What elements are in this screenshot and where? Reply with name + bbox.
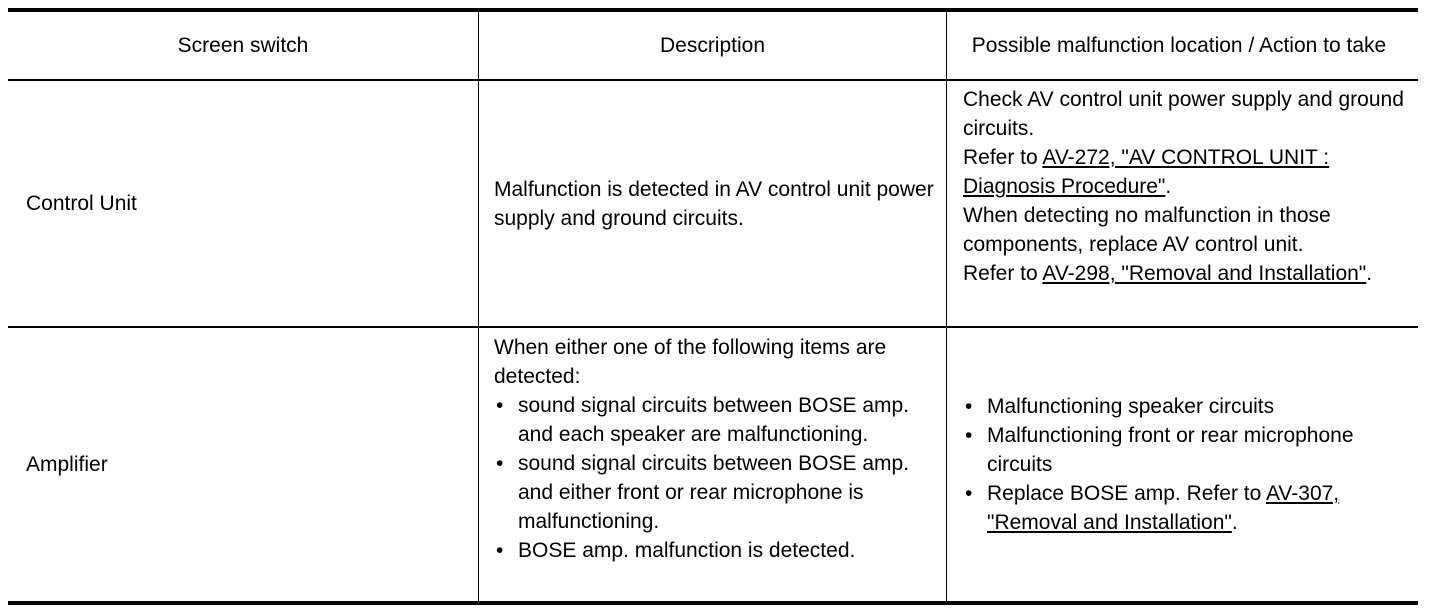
link-av-307[interactable]: AV-307, "Removal and Installation"	[987, 482, 1340, 534]
link-av-272[interactable]: AV-272, "AV CONTROL UNIT : Diagnosis Procedure"	[963, 146, 1330, 198]
description-list	[494, 391, 939, 565]
header-screen-switch-text: Screen switch	[177, 34, 309, 57]
table-row-amplifier-action	[963, 328, 1415, 601]
list-item: • sound signal circuits between BOSE amp. and each speaker are malfunctioning.	[494, 391, 939, 449]
refer-prefix-1: Refer to	[963, 146, 1038, 169]
replace-prefix: Replace BOSE amp. Refer to	[987, 482, 1262, 505]
list-item: • Replace BOSE amp. Refer to AV-307, "Removal and Installation".	[963, 479, 1415, 537]
list-item: • sound signal circuits between BOSE amp. and either front or rear microphone is malfunctioning.	[494, 449, 939, 536]
header-screen-switch	[8, 12, 478, 79]
column-divider-2	[946, 12, 947, 601]
action-refer-2: Refer to AV-298, "Removal and Installation".	[963, 262, 1373, 285]
header-action-text: Possible malfunction location / Action to take	[971, 34, 1387, 57]
table-row-control-unit-action	[963, 85, 1415, 325]
header-description-text: Description	[659, 34, 766, 57]
column-divider-1	[478, 12, 479, 601]
header-action	[963, 12, 1395, 79]
screen-switch-control-unit: Control Unit	[26, 192, 137, 215]
action-list	[963, 392, 1415, 537]
list-item: • Malfunctioning front or rear microphone circuits	[963, 421, 1415, 479]
header-description	[479, 12, 946, 79]
list-item: • Malfunctioning speaker circuits	[963, 392, 1415, 421]
table-row-amplifier-description	[494, 333, 939, 599]
refer-prefix-2: Refer to	[963, 262, 1038, 285]
action-refer-1: Refer to AV-272, "AV CONTROL UNIT : Diagnosis Procedure".	[963, 146, 1330, 198]
table-bottom-rule	[8, 601, 1418, 605]
description-intro: When either one of the following items are detected:	[494, 336, 887, 388]
table-row-control-unit-switch	[26, 81, 466, 326]
description-control-unit: Malfunction is detected in AV control unit power supply and ground circuits.	[494, 177, 934, 230]
table-row-control-unit-description	[494, 81, 939, 326]
action-check-text: Check AV control unit power supply and ground circuits.	[963, 88, 1404, 140]
table-row-amplifier-switch	[26, 328, 466, 601]
action-replace-text: When detecting no malfunction in those components, replace AV control unit.	[963, 204, 1331, 256]
link-av-298[interactable]: AV-298, "Removal and Installation"	[1042, 262, 1367, 285]
malfunction-table	[8, 8, 1418, 604]
list-item: • BOSE amp. malfunction is detected.	[494, 536, 939, 565]
screen-switch-amplifier: Amplifier	[26, 453, 108, 476]
